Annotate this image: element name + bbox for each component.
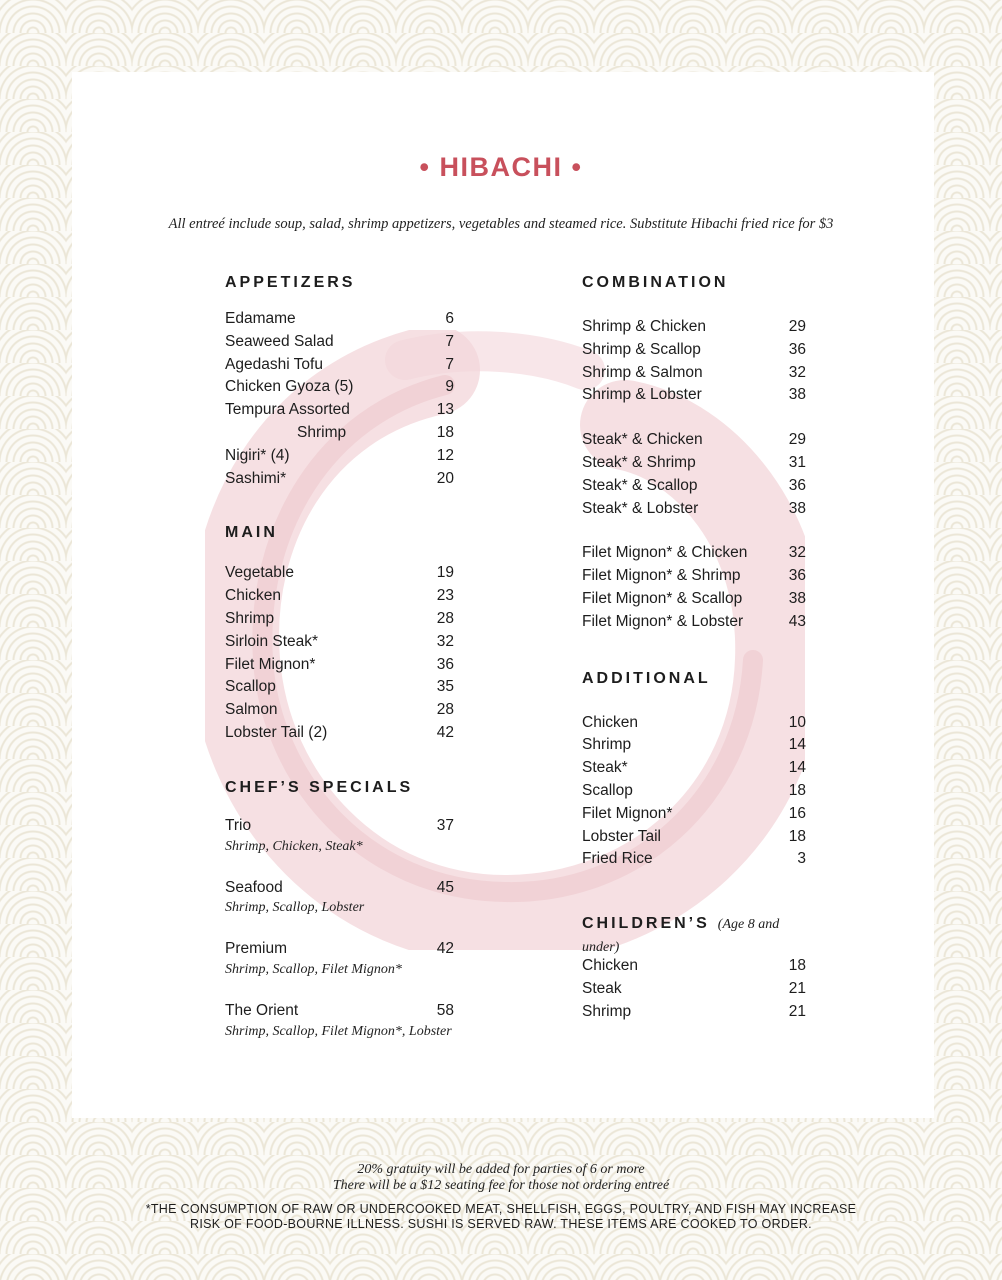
menu-item-row bbox=[582, 452, 812, 475]
menu-item-row bbox=[225, 877, 465, 900]
menu-item-name: Chicken Gyoza (5) bbox=[225, 378, 354, 396]
additional-list bbox=[582, 712, 812, 872]
special-item-description: Shrimp, Scallop, Filet Mignon* bbox=[225, 962, 402, 978]
childrens-heading bbox=[582, 913, 812, 956]
menu-item-row bbox=[582, 780, 812, 803]
menu-item-name: The Orient bbox=[225, 1002, 299, 1020]
group-spacer bbox=[582, 520, 812, 542]
menu-item-price: 38 bbox=[788, 589, 806, 607]
menu-item-row bbox=[582, 826, 812, 849]
menu-item-name: Chicken bbox=[225, 587, 281, 605]
menu-item-price: 42 bbox=[436, 723, 454, 741]
menu-item-row bbox=[225, 331, 465, 354]
chefs-specials-list bbox=[225, 815, 465, 1041]
menu-item-row bbox=[582, 978, 812, 1001]
menu-item-row bbox=[225, 654, 465, 677]
menu-item-price: 38 bbox=[788, 386, 806, 404]
menu-item-name: Lobster Tail bbox=[582, 827, 661, 845]
menu-item-row bbox=[582, 955, 812, 978]
menu-item-price: 38 bbox=[788, 499, 806, 517]
menu-item-row bbox=[582, 384, 812, 407]
menu-item-row bbox=[225, 1000, 465, 1023]
menu-item-name: Chicken bbox=[582, 957, 638, 975]
menu-item-price: 43 bbox=[788, 612, 806, 630]
childrens-age-note: (Age 8 and under) bbox=[582, 917, 780, 956]
menu-item-price: 18 bbox=[788, 957, 806, 975]
menu-item-row bbox=[582, 757, 812, 780]
combination-heading: COMBINATION bbox=[582, 274, 729, 291]
menu-item-price: 58 bbox=[436, 1002, 454, 1020]
menu-item-price: 36 bbox=[788, 340, 806, 358]
childrens-list bbox=[582, 955, 812, 1023]
menu-item-price: 14 bbox=[788, 759, 806, 777]
menu-item-row bbox=[582, 848, 812, 871]
menu-item-price: 36 bbox=[788, 476, 806, 494]
menu-item-price: 32 bbox=[436, 632, 454, 650]
menu-item-row bbox=[225, 422, 465, 445]
menu-item-name: Salmon bbox=[225, 701, 278, 719]
menu-item-name: Lobster Tail (2) bbox=[225, 723, 328, 741]
menu-item-row bbox=[225, 376, 465, 399]
gratuity-note: 20% gratuity will be added for parties of 6 or more bbox=[357, 1162, 645, 1177]
menu-item-name: Tempura Assorted bbox=[225, 401, 350, 419]
menu-item-row bbox=[582, 362, 812, 385]
menu-item-row bbox=[225, 699, 465, 722]
special-item bbox=[225, 877, 465, 918]
menu-item-price: 7 bbox=[445, 332, 454, 350]
main-heading: MAIN bbox=[225, 524, 278, 542]
menu-item-name: Steak* bbox=[582, 759, 628, 777]
menu-item-name: Filet Mignon* & Scallop bbox=[582, 589, 743, 607]
menu-subtitle: All entreé include soup, salad, shrimp appetizers, vegetables and steamed rice. Substitute Hibachi fried rice for $3 bbox=[168, 216, 834, 232]
consumption-warning-line-1: *THE CONSUMPTION OF RAW OR UNDERCOOKED MEAT, SHELLFISH, EGGS, POULTRY, AND FISH MAY INCREASE bbox=[145, 1202, 857, 1216]
menu-item-row bbox=[582, 498, 812, 521]
special-item-description: Shrimp, Chicken, Steak* bbox=[225, 838, 363, 854]
menu-item-name: Premium bbox=[225, 940, 288, 958]
menu-item-row bbox=[225, 308, 465, 331]
menu-item-price: 45 bbox=[436, 878, 454, 896]
menu-item-price: 3 bbox=[797, 850, 806, 868]
menu-item-price: 9 bbox=[445, 378, 454, 396]
menu-item-price: 12 bbox=[436, 446, 454, 464]
menu-item-name: Scallop bbox=[225, 678, 276, 696]
menu-item-row bbox=[582, 611, 812, 634]
menu-item-price: 29 bbox=[788, 431, 806, 449]
menu-item-price: 18 bbox=[436, 423, 454, 441]
menu-item-row bbox=[225, 608, 465, 631]
additional-heading: ADDITIONAL bbox=[582, 669, 711, 687]
menu-item-name: Seafood bbox=[225, 878, 283, 896]
menu-item-name: Shrimp bbox=[297, 423, 347, 441]
childrens-heading-label: CHILDREN’S bbox=[582, 915, 710, 933]
menu-item-name: Shrimp & Chicken bbox=[582, 318, 707, 335]
menu-item-row bbox=[225, 585, 465, 608]
menu-item-name: Nigiri* (4) bbox=[225, 446, 290, 464]
special-item-description: Shrimp, Scallop, Lobster bbox=[225, 900, 365, 916]
menu-item-name: Steak* & Scallop bbox=[582, 476, 698, 494]
special-item bbox=[225, 815, 465, 856]
menu-item-row bbox=[225, 815, 465, 838]
seating-fee-note: There will be a $12 seating fee for those not ordering entreé bbox=[332, 1178, 670, 1193]
menu-item-price: 42 bbox=[436, 940, 454, 958]
menu-item-row bbox=[225, 354, 465, 377]
special-item-description: Shrimp, Scallop, Filet Mignon*, Lobster bbox=[225, 1023, 452, 1039]
menu-item-name: Shrimp & Scallop bbox=[582, 340, 701, 358]
menu-item-name: Seaweed Salad bbox=[225, 332, 334, 350]
menu-item-row bbox=[582, 542, 812, 565]
menu-item-price: 36 bbox=[436, 655, 454, 673]
menu-item-row bbox=[582, 339, 812, 362]
menu-item-row bbox=[582, 565, 812, 588]
menu-item-row bbox=[582, 475, 812, 498]
menu-item-price: 35 bbox=[436, 678, 454, 696]
left-column bbox=[225, 272, 465, 1062]
menu-item-name: Vegetable bbox=[225, 564, 294, 582]
menu-item-price: 36 bbox=[788, 567, 806, 585]
menu-item-price: 31 bbox=[788, 453, 806, 471]
menu-item-price: 20 bbox=[436, 469, 454, 487]
combination-list bbox=[582, 316, 812, 634]
menu-item-name: Shrimp bbox=[582, 736, 632, 754]
menu-item-row bbox=[225, 631, 465, 654]
menu-item-price: 16 bbox=[788, 804, 806, 822]
menu-item-row bbox=[225, 676, 465, 699]
menu-item-price: 21 bbox=[788, 979, 806, 997]
menu-item-row bbox=[582, 316, 812, 339]
special-item bbox=[225, 938, 465, 979]
menu-item-name: Fried Rice bbox=[582, 850, 653, 868]
menu-item-name: Filet Mignon* & Chicken bbox=[582, 544, 748, 562]
page-title: • HIBACHI • bbox=[419, 152, 583, 182]
footer bbox=[0, 1162, 1002, 1232]
menu-item-row bbox=[225, 562, 465, 585]
chefs-specials-heading: CHEF’S SPECIALS bbox=[225, 778, 414, 796]
menu-item-row bbox=[582, 429, 812, 452]
menu-item-price: 13 bbox=[436, 401, 454, 419]
menu-item-row bbox=[225, 399, 465, 422]
menu-item-name: Filet Mignon* bbox=[225, 655, 316, 673]
menu-item-name: Agedashi Tofu bbox=[225, 355, 323, 373]
menu-item-price: 28 bbox=[436, 609, 454, 627]
menu-item-name: Edamame bbox=[225, 310, 296, 327]
main-list bbox=[225, 562, 465, 744]
menu-item-row bbox=[582, 1001, 812, 1024]
menu-item-price: 32 bbox=[788, 363, 806, 381]
menu-item-name: Filet Mignon* & Lobster bbox=[582, 612, 744, 630]
menu-item-row bbox=[582, 712, 812, 735]
menu-item-name: Trio bbox=[225, 816, 252, 834]
menu-item-row bbox=[225, 468, 465, 491]
menu-item-row bbox=[582, 803, 812, 826]
group-spacer bbox=[582, 407, 812, 429]
menu-item-name: Steak* & Shrimp bbox=[582, 453, 696, 471]
menu-item-row bbox=[225, 722, 465, 745]
right-column bbox=[582, 272, 812, 1024]
menu-item-name: Steak* & Lobster bbox=[582, 499, 699, 517]
menu-item-name: Sashimi* bbox=[225, 469, 287, 487]
menu-item-price: 29 bbox=[788, 318, 806, 335]
menu-item-price: 7 bbox=[445, 355, 454, 373]
menu-item-price: 6 bbox=[445, 310, 454, 327]
menu-item-price: 28 bbox=[436, 701, 454, 719]
menu-item-price: 21 bbox=[788, 1002, 806, 1020]
menu-item-name: Filet Mignon* bbox=[582, 804, 673, 822]
menu-item-row bbox=[582, 588, 812, 611]
menu-item-name: Shrimp bbox=[582, 1002, 632, 1020]
menu-item-price: 32 bbox=[788, 544, 806, 562]
menu-item-price: 23 bbox=[436, 587, 454, 605]
menu-item-row bbox=[582, 734, 812, 757]
menu-item-row bbox=[225, 445, 465, 468]
menu-item-price: 18 bbox=[788, 827, 806, 845]
menu-item-row bbox=[225, 938, 465, 961]
menu-item-name: Steak* & Chicken bbox=[582, 431, 703, 449]
menu-item-price: 14 bbox=[788, 736, 806, 754]
menu-item-name: Sirloin Steak* bbox=[225, 632, 319, 650]
menu-item-name: Scallop bbox=[582, 781, 633, 799]
menu-item-name: Shrimp & Lobster bbox=[582, 386, 702, 404]
appetizers-heading: APPETIZERS bbox=[225, 274, 356, 291]
special-item bbox=[225, 1000, 465, 1041]
menu-item-name: Shrimp & Salmon bbox=[582, 363, 703, 381]
menu-item-price: 18 bbox=[788, 781, 806, 799]
menu-item-price: 37 bbox=[436, 816, 454, 834]
appetizers-list bbox=[225, 308, 465, 490]
consumption-warning-line-2: RISK OF FOOD-BOURNE ILLNESS. SUSHI IS SERVED RAW. THESE ITEMS ARE COOKED TO ORDER. bbox=[190, 1217, 812, 1231]
menu-item-price: 19 bbox=[436, 564, 454, 582]
menu-item-name: Steak bbox=[582, 979, 622, 997]
menu-item-name: Filet Mignon* & Shrimp bbox=[582, 567, 741, 585]
menu-item-name: Shrimp bbox=[225, 609, 275, 627]
menu-item-name: Chicken bbox=[582, 713, 638, 731]
menu-item-price: 10 bbox=[788, 713, 806, 731]
